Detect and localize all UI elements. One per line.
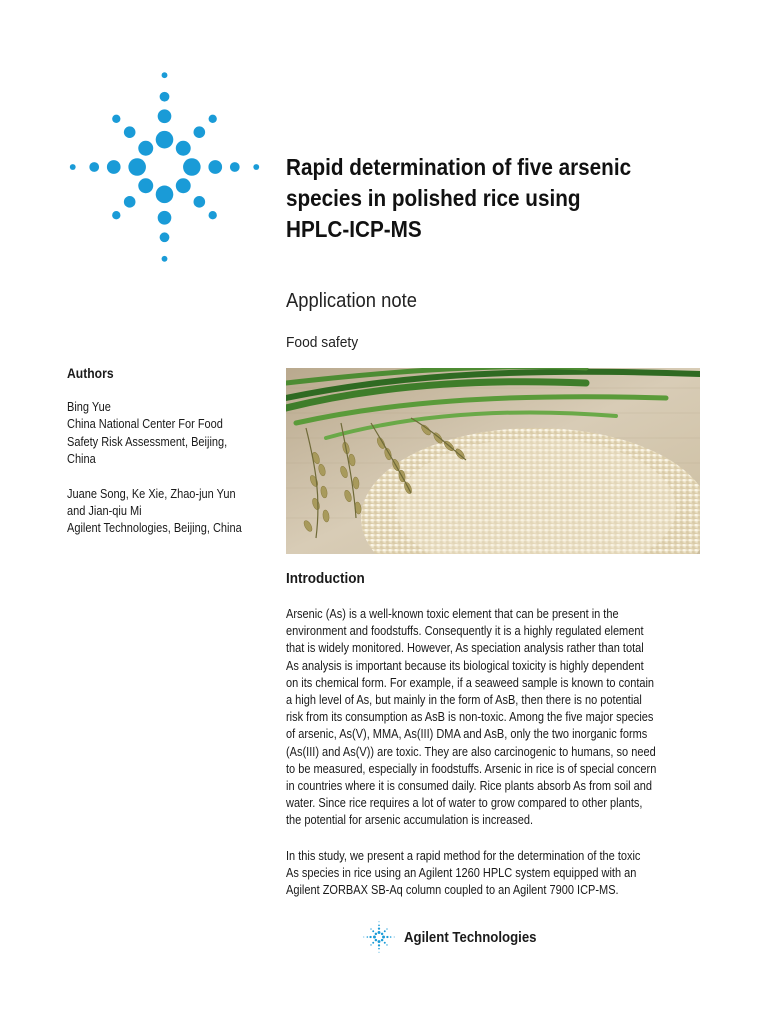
logo-dot: [138, 178, 153, 193]
logo-dot: [158, 109, 172, 123]
title-line: HPLC-ICP-MS: [286, 216, 422, 242]
author-line: China: [67, 452, 96, 467]
logo-dot: [112, 115, 120, 123]
logo-dot: [70, 164, 76, 170]
logo-dot: [158, 211, 172, 225]
logo-dot: [112, 211, 120, 219]
paragraph-line: As species in rice using an Agilent 1260 HPLC system equipped with an: [286, 865, 637, 880]
logo-dot: [162, 256, 168, 262]
rice-photo-illustration: [286, 368, 700, 554]
authors-sidebar: [67, 366, 267, 555]
author-line: China National Center For Food: [67, 417, 223, 432]
logo-dot: [253, 164, 259, 170]
author-line: Bing Yue: [67, 400, 111, 414]
logo-dot: [370, 928, 371, 929]
paragraph-line: risk from its consumption as AsB is non-toxic. Among the five major species: [286, 710, 654, 725]
logo-dot: [363, 937, 364, 938]
logo-dot: [378, 948, 380, 950]
rice-photo: [286, 368, 700, 554]
logo-dot: [394, 937, 395, 938]
paragraph-line: on its chemical form. For example, if a seaweed sample is known to contain: [286, 675, 655, 690]
paragraph-line: the potential for arsenic accumulation is increased.: [286, 813, 534, 828]
paragraph-line: In this study, we present a rapid method for the determination of the toxic: [286, 848, 641, 863]
logo-dot: [378, 925, 380, 927]
author-block: [67, 399, 267, 469]
paragraph: [286, 848, 746, 900]
author-line: and Jian-qiu Mi: [67, 504, 142, 519]
logo-dot: [390, 936, 392, 938]
document-type: Application note: [286, 290, 417, 312]
logo-dot: [378, 940, 381, 943]
agilent-spark-small-icon: [362, 920, 396, 954]
logo-dot: [379, 952, 380, 953]
title-line: species in polished rice using: [286, 185, 581, 211]
logo-dot: [378, 931, 381, 934]
footer-brand: [362, 920, 555, 954]
logo-dot: [384, 930, 386, 932]
logo-dot: [128, 158, 146, 176]
category-label: Food safety: [286, 334, 359, 351]
introduction-body: [286, 606, 746, 917]
logo-dot: [156, 186, 174, 204]
logo-dot: [367, 936, 369, 938]
paragraph-line: in countries where it is consumed daily. Rice plants absorb As from soil and: [286, 779, 653, 794]
paragraph-line: environment and foodstuffs. Consequently it is a highly regulated element: [286, 624, 644, 639]
introduction-heading: Introduction: [286, 570, 365, 587]
logo-dot: [375, 933, 377, 935]
logo-dot: [160, 232, 170, 242]
logo-dot: [194, 126, 206, 138]
logo-dot: [386, 936, 388, 938]
logo-dot: [162, 72, 168, 78]
author-line: Safety Risk Assessment, Beijing,: [67, 434, 228, 449]
logo-dot: [372, 942, 374, 944]
company-name: Agilent Technologies: [404, 928, 537, 946]
logo-dot: [381, 933, 383, 935]
paragraph-line: that is widely monitored. However, As speciation analysis rather than total: [286, 641, 644, 656]
paragraph-line: water. Since rice requires a lot of water to grow compared to other plants,: [286, 796, 643, 811]
author-line: Agilent Technologies, Beijing, China: [67, 521, 242, 536]
author-block: [67, 486, 267, 538]
paragraph-line: of arsenic, As(V), MMA, As(III) DMA and AsB, only the two inorganic forms: [286, 727, 648, 742]
logo-dot: [183, 158, 201, 176]
author-line: Juane Song, Ke Xie, Zhao-jun Yun: [67, 486, 236, 501]
logo-dot: [107, 160, 121, 174]
logo-dot: [176, 141, 191, 156]
logo-dot: [372, 930, 374, 932]
logo-dot: [194, 196, 206, 208]
paragraph-line: Agilent ZORBAX SB-Aq column coupled to an Agilent 7900 ICP-MS.: [286, 883, 619, 898]
logo-dot: [381, 939, 383, 941]
paragraph-line: to be measured, especially in foodstuffs. Arsenic in rice is of special concern: [286, 761, 657, 776]
paragraph-line: a high level of As, but mainly in the form of AsB, then there is no potential: [286, 693, 642, 708]
logo-dot: [378, 927, 380, 929]
logo-dot: [384, 942, 386, 944]
logo-dot: [209, 115, 217, 123]
logo-dot: [369, 936, 371, 938]
paragraph-line: Arsenic (As) is a well-known toxic element that can be present in the: [286, 607, 619, 621]
logo-dot: [156, 131, 174, 149]
logo-dot: [230, 162, 240, 172]
logo-dot: [124, 126, 136, 138]
logo-dot: [370, 944, 371, 945]
logo-dot: [209, 211, 217, 219]
logo-dot: [138, 141, 153, 156]
logo-dot: [176, 178, 191, 193]
agilent-spark-logo-icon: [62, 62, 267, 272]
logo-dot: [386, 928, 387, 929]
title-line: Rapid determination of five arsenic: [286, 154, 632, 180]
logo-dot: [208, 160, 222, 174]
logo-dot: [386, 944, 387, 945]
logo-dot: [378, 944, 380, 946]
authors-heading: Authors: [67, 366, 114, 381]
logo-dot: [89, 162, 99, 172]
paragraph: [286, 606, 746, 830]
logo-dot: [379, 921, 380, 922]
page-title: [286, 152, 682, 245]
logo-dot: [160, 92, 170, 102]
logo-dot: [375, 939, 377, 941]
logo-dot: [382, 936, 385, 939]
paragraph-line: As analysis is important because its biological toxicity is highly dependent: [286, 658, 644, 673]
logo-dot: [124, 196, 136, 208]
paragraph-line: (As(III) and As(V)) are toxic. They are also carcinogenic to humans, so need: [286, 744, 656, 759]
logo-dot: [373, 936, 376, 939]
